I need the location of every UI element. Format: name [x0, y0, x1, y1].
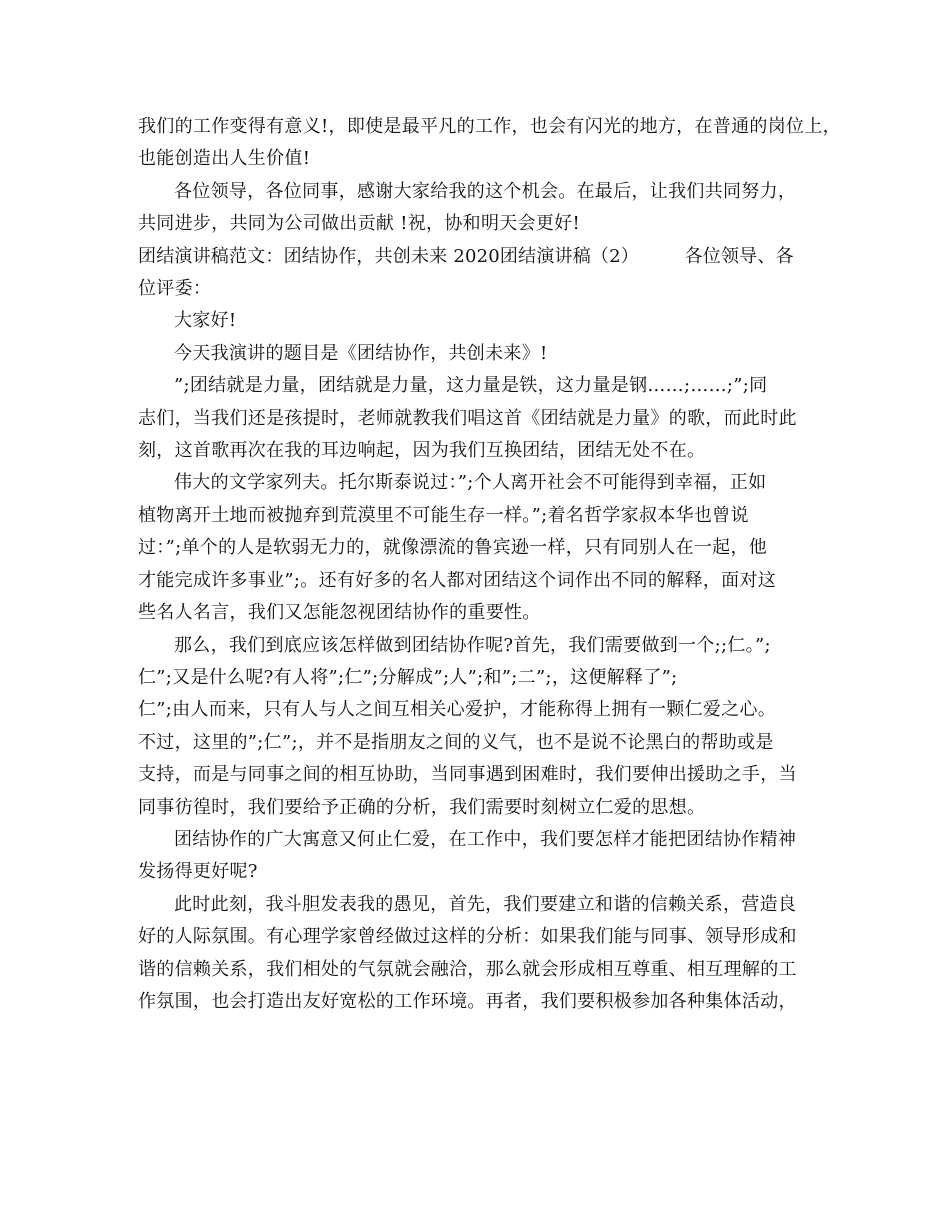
paragraph-8	[138, 824, 814, 889]
paragraph-5	[138, 370, 814, 467]
text-line: 此时此刻，我斗胆发表我的愚见，首先，我们要建立和谐的信赖关系，营造良	[174, 893, 797, 915]
text-line: 共同进步，共同为公司做出贡献 !祝，协和明天会更好!	[138, 213, 580, 235]
paragraph-topic	[138, 338, 814, 370]
text-line: 也能创造出人生价值!	[138, 148, 311, 170]
paragraph-6	[138, 467, 814, 629]
text-line: 过：”;单个的人是软弱无力的，就像漂流的鲁宾逊一样，只有同别人在一起，他	[138, 537, 768, 559]
text-line: 同事彷徨时，我们要给予正确的分析，我们需要时刻树立仁爱的思想。	[138, 796, 706, 818]
text-line: 发扬得更好呢?	[138, 861, 258, 883]
paragraph-greeting	[138, 305, 814, 337]
text-line: 仁”;又是什么呢?有人将”;仁”;分解成”;人”;和”;二”;，这便解释了”;	[138, 666, 678, 688]
text-line: 支持，而是与同事之间的相互协助，当同事遇到困难时，我们要伸出援助之手，当	[138, 764, 797, 786]
text-line: 些名人名言，我们又怎能忽视团结协作的重要性。	[138, 602, 541, 624]
text-line: 志们，当我们还是孩提时，老师就教我们唱这首《团结就是力量》的歌，而此时此	[138, 407, 797, 429]
text-line: 那么，我们到底应该怎样做到团结协作呢?首先，我们需要做到一个;;仁。”;	[174, 634, 771, 656]
paragraph-7	[138, 630, 814, 824]
text-line: 作氛围，也会打造出友好宽松的工作环境。再者，我们要积极参加各种集体活动，	[138, 990, 797, 1012]
text-line: 伟大的文学家列夫。托尔斯泰说过：”;个人离开社会不可能得到幸福，正如	[174, 472, 767, 494]
text-line: 各位领导，各位同事，感谢大家给我的这个机会。在最后，让我们共同努力，	[174, 180, 797, 202]
text-line: 仁”;由人而来，只有人与人之间互相关心爱护，才能称得上拥有一颗仁爱之心。	[138, 699, 777, 721]
heading-line: 团结演讲稿范文：团结协作，共创未来 2020团结演讲稿（2） 各位领导、各	[138, 245, 794, 267]
text-line: 团结协作的广大寓意又何止仁爱，在工作中，我们要怎样才能把团结协作精神	[174, 828, 797, 850]
heading-line: 位评委：	[138, 278, 212, 300]
text-line: 今天我演讲的题目是《团结协作，共创未来》!	[174, 342, 548, 364]
text-line: 好的人际氛围。有心理学家曾经做过这样的分析：如果我们能与同事、领导形成和	[138, 926, 797, 948]
document-body	[138, 111, 841, 1018]
text-line: 谐的信赖关系，我们相处的气氛就会融洽，那么就会形成相互尊重、相互理解的工	[138, 958, 797, 980]
paragraph-0	[138, 111, 841, 176]
text-line: 刻，这首歌再次在我的耳边响起，因为我们互换团结，团结无处不在。	[138, 440, 706, 462]
text-line: 我们的工作变得有意义!，即使是最平凡的工作，也会有闪光的地方，在普通的岗位上，	[138, 116, 841, 137]
text-line: 植物离开土地而被抛弃到荒漠里不可能生存一样。”;着名哲学家叔本华也曾说	[138, 504, 749, 526]
text-line: ”;团结就是力量，团结就是力量，这力量是铁，这力量是钢……;……;”;同	[174, 375, 768, 397]
paragraph-1	[138, 176, 814, 241]
section-heading	[138, 241, 814, 306]
text-line: 不过，这里的”;仁”;，并不是指朋友之间的义气，也不是说不论黑白的帮助或是	[138, 731, 774, 753]
text-line: 才能完成许多事业”;。还有好多的名人都对团结这个词作出不同的解释，面对这	[138, 569, 777, 591]
paragraph-9	[138, 889, 814, 1019]
text-line: 大家好!	[174, 310, 237, 332]
